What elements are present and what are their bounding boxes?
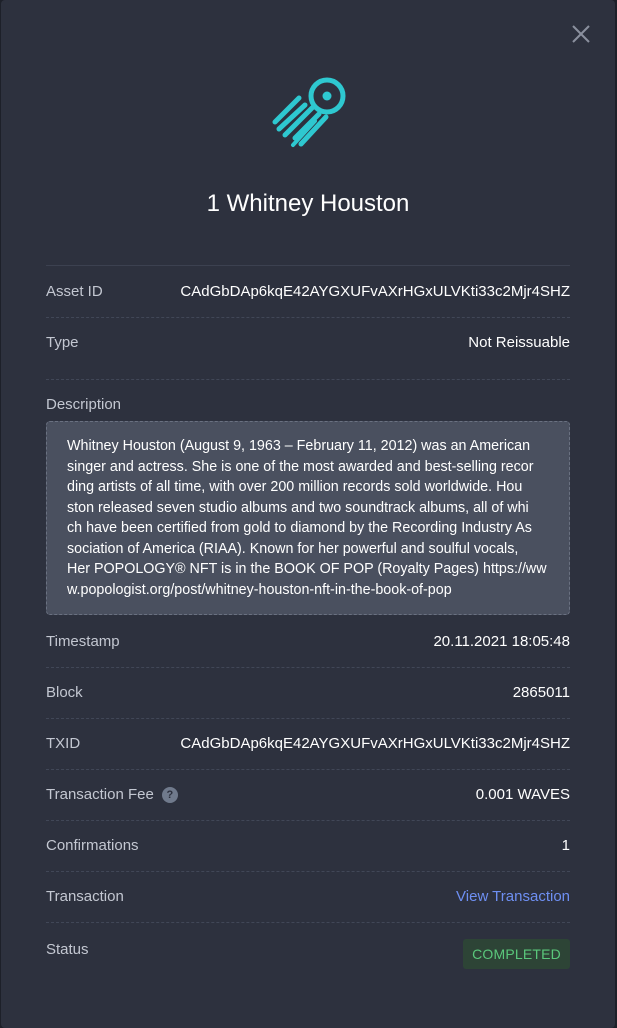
transaction-fee-label: Transaction Fee xyxy=(46,786,154,803)
row-block xyxy=(46,667,570,719)
asset-title: 1 Whitney Houston xyxy=(206,190,410,217)
description-line: singer and actress. She is one of the most awarded and best-selling recor xyxy=(67,458,534,475)
comet-logo-icon xyxy=(265,76,353,154)
row-type xyxy=(46,317,570,380)
description-line: ston released seven studio albums and two soundtrack albums, all of whi xyxy=(67,499,529,516)
asset-id-value: CAdGbDAp6kqE42AYGXUFvAXrHGxULVKti33c2Mjr4SHZ xyxy=(180,283,570,300)
asset-details-modal xyxy=(1,0,615,1028)
row-txid xyxy=(46,718,570,770)
description-line: Whitney Houston (August 9, 1963 – February 11, 2012) was an American xyxy=(67,438,531,454)
transaction-label: Transaction xyxy=(46,888,124,905)
asset-id-label: Asset ID xyxy=(46,283,103,300)
timestamp-label: Timestamp xyxy=(46,633,120,650)
block-label: Block xyxy=(46,684,83,701)
confirmations-label: Confirmations xyxy=(46,837,139,854)
txid-value: CAdGbDAp6kqE42AYGXUFvAXrHGxULVKti33c2Mjr4SHZ xyxy=(180,735,570,752)
row-confirmations xyxy=(46,820,570,872)
description-line: sociation of America (RIAA). Known for her powerful and soulful vocals, xyxy=(67,540,519,557)
description-box xyxy=(46,421,570,615)
timestamp-value: 20.11.2021 18:05:48 xyxy=(433,633,570,650)
row-status xyxy=(46,922,570,973)
type-label: Type xyxy=(46,334,79,351)
close-icon[interactable] xyxy=(567,20,595,48)
status-badge: COMPLETED xyxy=(463,939,570,969)
row-timestamp xyxy=(46,616,570,668)
row-transaction xyxy=(46,871,570,923)
transaction-fee-label-group xyxy=(46,786,178,803)
description-line: ch have been certified from gold to diamond by the Recording Industry As xyxy=(67,520,532,536)
row-transaction-fee xyxy=(46,769,570,821)
block-value: 2865011 xyxy=(512,684,570,701)
txid-label: TXID xyxy=(46,735,81,752)
description-line: ding artists of all time, with over 200 million records sold worldwide. Hou xyxy=(67,479,523,495)
row-asset-id xyxy=(46,266,570,318)
type-value: Not Reissuable xyxy=(468,334,570,351)
view-transaction-link[interactable]: View Transaction xyxy=(456,888,570,905)
help-icon[interactable]: ? xyxy=(162,787,178,803)
transaction-fee-value: 0.001 WAVES xyxy=(475,786,570,803)
description-line: w.popologist.org/post/whitney-houston-nft-in-the-book-of-pop xyxy=(67,581,452,598)
confirmations-value: 1 xyxy=(561,837,570,854)
status-label: Status xyxy=(46,941,89,958)
description-line: Her POPOLOGY® NFT is in the BOOK OF POP (Royalty Pages) https://ww xyxy=(67,561,547,577)
description-label: Description xyxy=(46,396,122,413)
